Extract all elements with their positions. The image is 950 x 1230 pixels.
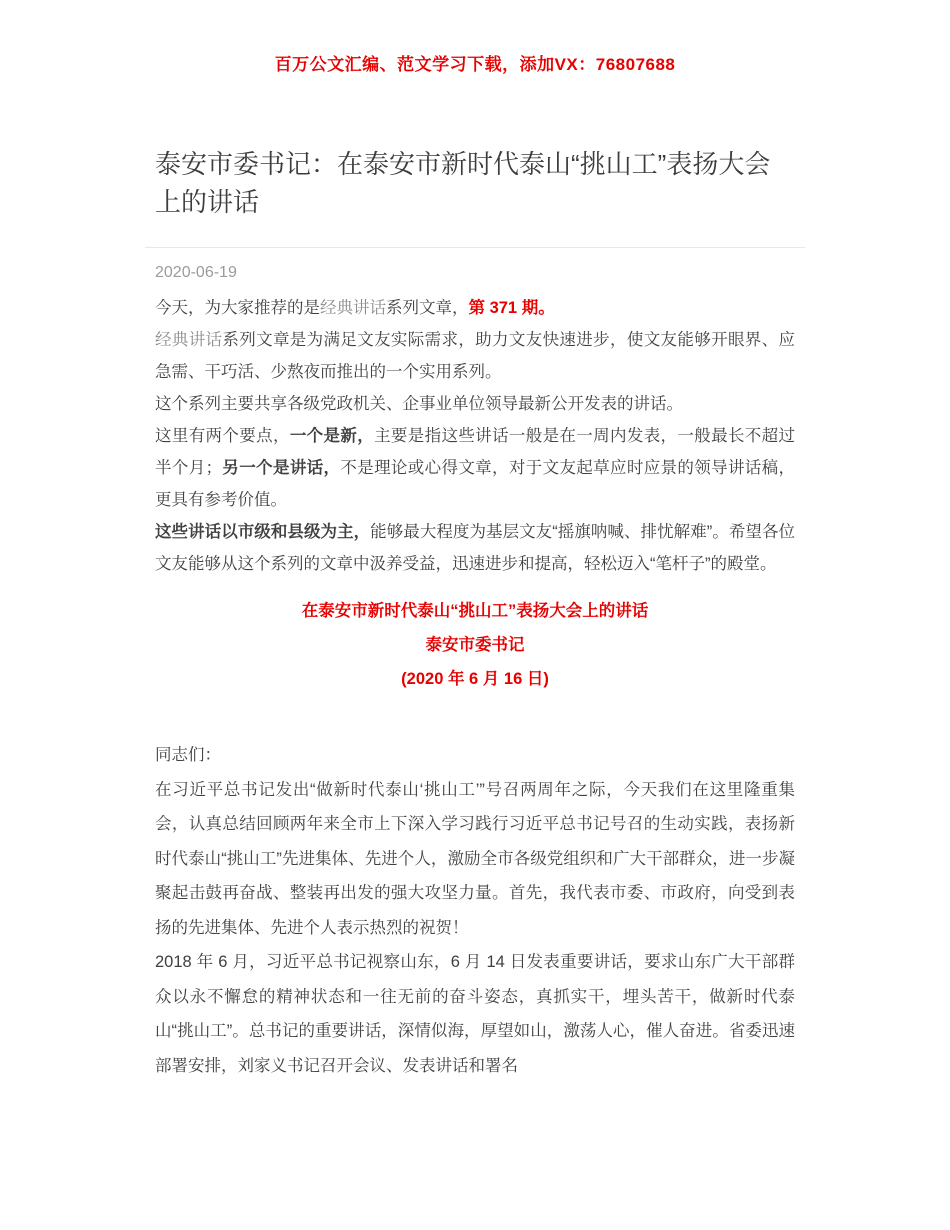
text-segment: 第 371 期。	[468, 299, 555, 317]
text-segment: 这里有两个要点，	[155, 427, 290, 445]
speech-body	[155, 738, 795, 1083]
paragraph	[155, 738, 795, 773]
text-segment: 系列文章，	[386, 299, 469, 317]
text-segment: 另一个是讲话，	[222, 459, 341, 477]
promo-banner	[0, 0, 950, 75]
paragraph	[155, 292, 795, 324]
paragraph	[155, 324, 795, 388]
keyword-link[interactable]: 经典讲话	[155, 331, 223, 349]
text-segment: 不是理论或心得文章，对于文友起草应时应景的领导讲话稿，更具有参考价值。	[155, 459, 796, 509]
text-segment: 在习近平总书记发出“做新时代泰山‘挑山工’”号召两周年之际，今天我们在这里隆重集会，认真总结回顾两年来全市上下深入学习践行习近平总书记号召的生动实践，表扬新时代泰山“挑山工”先进集体、先进个人，激励全市各级党组织和广大干部群众，进一步凝聚起击鼓再奋战、整装再出发的强大攻坚力量。首先，我代表市委、市政府，向受到表扬的先进集体、先进个人表示热烈的祝贺！	[155, 780, 795, 937]
text-segment: 能够最大程度为基层文友“摇旗呐喊、排忧解难”。希望各位文友能够从这个系列的文章中汲养受益，迅速进步和提高，轻松迈入“笔杆子”的殿堂。	[155, 523, 795, 573]
text-segment: 同志们：	[155, 746, 221, 764]
paragraph	[155, 420, 795, 516]
text-segment: 这个系列主要共享各级党政机关、企事业单位领导最新公开发表的讲话。	[155, 395, 683, 413]
text-segment: 这些讲话以市级和县级为主，	[155, 523, 371, 541]
intro-section	[155, 292, 795, 580]
paragraph	[155, 516, 795, 580]
speech-heading-group	[155, 594, 795, 696]
text-segment: 系列文章是为满足文友实际需求，助力文友快速进步，使文友能够开眼界、应急需、干巧活、少熬夜而推出的一个实用系列。	[155, 331, 796, 381]
text-segment: 一个是新，	[289, 427, 375, 445]
text-segment: 主要是指这些讲话一般是在一周内发表，一般最长不超过半个月；	[155, 427, 796, 477]
promo-banner-text: 百万公文汇编、范文学习下载，添加VX：76807688	[274, 55, 676, 74]
paragraph	[155, 773, 795, 946]
speech-title: 在泰安市新时代泰山“挑山工”表扬大会上的讲话	[301, 602, 649, 620]
keyword-link[interactable]: 经典讲话	[320, 299, 386, 317]
text-segment: 2018 年 6 月，习近平总书记视察山东，6 月 14 日发表重要讲话，要求山东广大干部群众以永不懈怠的精神状态和一往无前的奋斗姿态，真抓实干，埋头苦干，做新时代泰山“挑山工”。总书记的重要讲话，深情似海，厚望如山，激荡人心，催人奋进。省委迅速部署安排，刘家义书记召开会议、发表讲话和署名	[155, 953, 795, 1075]
text-segment: 今天，为大家推荐的是	[155, 299, 320, 317]
paragraph	[155, 388, 795, 420]
speech-date: (2020 年 6 月 16 日)	[401, 670, 549, 688]
title-divider	[145, 247, 805, 248]
speech-speaker: 泰安市委书记	[425, 636, 525, 654]
article-content	[155, 145, 795, 1083]
article-title: 泰安市委书记：在泰安市新时代泰山“挑山工”表扬大会上的讲话	[155, 149, 771, 217]
paragraph	[155, 945, 795, 1083]
publish-date: 2020-06-19	[155, 264, 237, 281]
